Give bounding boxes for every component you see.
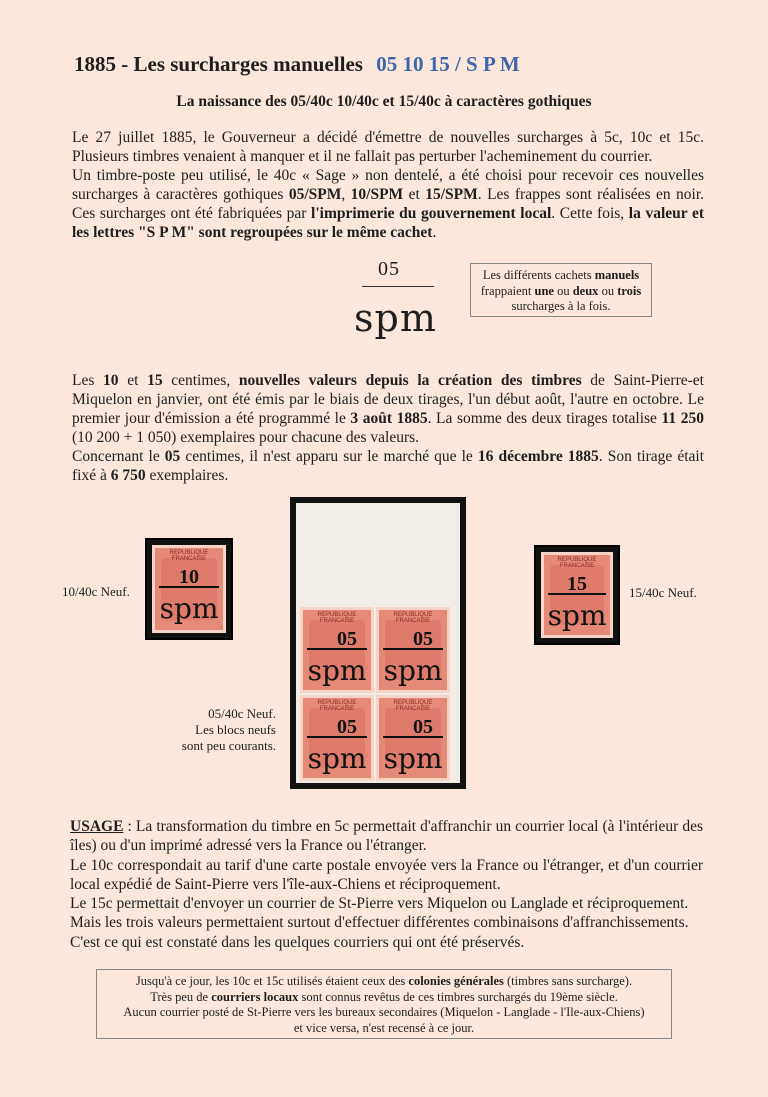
bottom-line-4: et vice versa, n'est recensé à ce jour.: [293, 1020, 475, 1035]
cachets-note-box: Les différents cachets manuels frappaient une ou deux ou trois surcharges à la fois.: [470, 263, 652, 317]
stamp-10-frame: [145, 538, 233, 640]
stamp-10-value: 10: [179, 566, 199, 588]
values-paragraph: [72, 371, 704, 485]
usage-line-5: C'est ce qui est constaté dans les quelques courriers qui ont été préservés.: [70, 933, 525, 951]
usage-line-2: Le 10c correspondait au tarif d'une carte postale envoyée vers la France ou l'étranger, et d'un courrier local expédié de Saint-Pierre vers l'île-aux-Chiens et réciproquement.: [70, 856, 703, 893]
block-stamp-value: 05: [337, 716, 357, 738]
stamp-15-label: 15/40c Neuf.: [629, 585, 697, 600]
block-stamp-spm: spm: [383, 654, 443, 687]
intro-paragraph: [72, 128, 704, 242]
stamp-caption: REPUBLIQUE FRANCAISE: [317, 700, 357, 712]
block-label-1: 05/40c Neuf.: [208, 706, 276, 721]
block-stamp-value: 05: [413, 716, 433, 738]
usage-line-1: USAGE : La transformation du timbre en 5c permettait d'affranchir un courrier local (à l'intérieur des îles) ou d'un imprimé adressé vers la France ou l'étranger.: [70, 818, 703, 855]
stamp-15-spm: spm: [547, 599, 607, 632]
stamp-caption: REPUBLIQUE FRANCAISE: [557, 557, 597, 569]
block-stamp-spm: spm: [307, 654, 367, 687]
usage-section: [70, 817, 703, 952]
intro-line-1: Le 27 juillet 1885, le Gouverneur a décidé d'émettre de nouvelles surcharges à 5c, 10c et 15c. Plusieurs timbres venaient à manquer et il ne fallait pas perturber l'acheminement du courrier.: [72, 129, 704, 165]
usage-line-4: Mais les trois valeurs permettaient surtout d'effectuer différentes combinaisons d'affranchissements.: [70, 914, 689, 932]
overprint-sample-rule: [362, 286, 434, 287]
block-stamp-1: [300, 607, 374, 693]
bottom-line-3: Aucun courrier posté de St-Pierre vers les bureaux secondaires (Miquelon - Langlade - l'Ile-aux-Chiens): [123, 1005, 645, 1020]
block-stamp-3: [300, 695, 374, 781]
values-line-1: Les 10 et 15 centimes, nouvelles valeurs depuis la création des timbres de Saint-Pierre-et Miquelon en janvier, ont été émis par le biais de deux tirages, l'un début août, l'autre en octobre. Le premier jour d'émission a été programmé le 3 août 1885. La somme des deux tirages totalise 11 250 (10 200 + 1 050) exemplaires pour chacune des valeurs.: [72, 372, 704, 446]
block-stamp-spm: spm: [383, 742, 443, 775]
bottom-note-box: [96, 969, 672, 1039]
stamp-10: [152, 545, 226, 633]
block-stamp-value: 05: [337, 628, 357, 650]
block-label-3: sont peu courants.: [181, 738, 276, 753]
bottom-line-1: Jusqu'à ce jour, les 10c et 15c utilisés étaient ceux des colonies générales (timbres sans surcharge).: [135, 974, 633, 988]
usage-line-3: Le 15c permettait d'envoyer un courrier de St-Pierre vers Miquelon ou Langlade et réciproquement.: [70, 895, 689, 913]
block-stamp-value: 05: [413, 628, 433, 650]
block-label-2: Les blocs neufs: [195, 722, 276, 737]
title-values: 05 10 15 / S P M: [376, 52, 520, 76]
stamp-15: [541, 552, 613, 638]
block-stamp-2: [376, 607, 450, 693]
stamp-15-value: 15: [567, 573, 587, 595]
block-of-four-frame: [290, 497, 466, 789]
title-main: 1885 - Les surcharges manuelles: [74, 52, 363, 76]
intro-line-2: Un timbre-poste peu utilisé, le 40c « Sage » non dentelé, a été choisi pour recevoir ces nouvelles surcharges à caractères gothiques 05/SPM, 10/SPM et 15/SPM. Les frappes sont réalisées en noir. Ces surcharges ont été fabriquées par l'imprimerie du gouvernement local. Cette fois, la valeur et les lettres "S P M" sont regroupées sur le même cachet.: [72, 167, 705, 241]
stamp-caption: REPUBLIQUE FRANCAISE: [169, 550, 209, 562]
block-label: [170, 706, 276, 754]
stamp-10-label: 10/40c Neuf.: [62, 584, 130, 599]
stamp-caption: REPUBLIQUE FRANCAISE: [393, 700, 433, 712]
values-line-2: Concernant le 05 centimes, il n'est apparu sur le marché que le 16 décembre 1885. Son tirage était fixé à 6 750 exemplaires.: [72, 448, 704, 484]
block-stamp-4: [376, 695, 450, 781]
block-stamp-spm: spm: [307, 742, 367, 775]
page-title: [74, 52, 520, 77]
overprint-sample-value: 05: [378, 258, 400, 280]
stamp-10-spm: spm: [159, 592, 219, 625]
page-subtitle: La naissance des 05/40c 10/40c et 15/40c à caractères gothiques: [176, 93, 592, 110]
bottom-line-2: Très peu de courriers locaux sont connus revêtus de ces timbres surchargés du 19ème siècle.: [150, 989, 618, 1004]
overprint-sample-spm: spm: [354, 296, 437, 340]
stamp-caption: REPUBLIQUE FRANCAISE: [393, 612, 433, 624]
block-sheet: [296, 503, 460, 783]
stamp-15-frame: [534, 545, 620, 645]
usage-heading: USAGE: [70, 818, 124, 835]
stamp-caption: REPUBLIQUE FRANCAISE: [317, 612, 357, 624]
overprint-sample: [340, 258, 460, 348]
